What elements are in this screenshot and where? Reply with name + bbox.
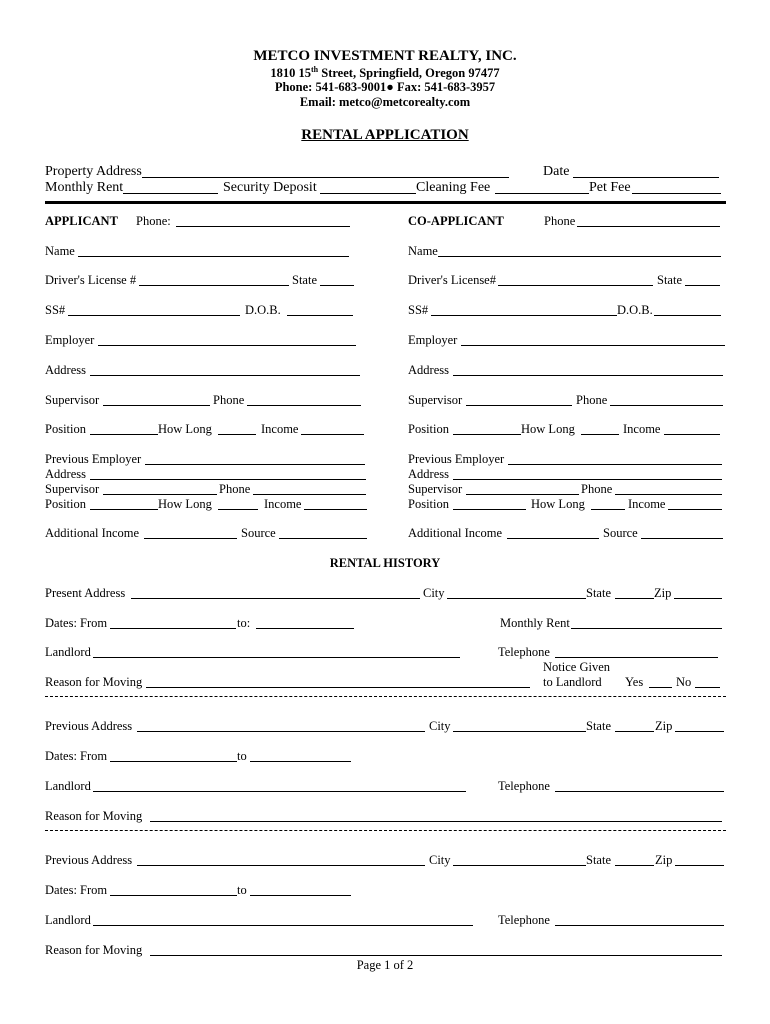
cleaning-fee-field[interactable]	[495, 193, 589, 194]
applicant-address-field[interactable]	[90, 375, 360, 376]
coapplicant-heading: CO-APPLICANT	[408, 214, 504, 228]
coapplicant-phone-label: Phone	[544, 214, 576, 228]
applicant-prev-phone-label: Phone	[219, 482, 251, 496]
applicant-name-field[interactable]	[78, 256, 349, 257]
applicant-addl-income-field[interactable]	[144, 538, 237, 539]
coapplicant-howlong-label: How Long	[521, 422, 575, 436]
coapplicant-address-field[interactable]	[453, 375, 723, 376]
previous2-state-label: State	[586, 853, 611, 867]
coapplicant-state-label: State	[657, 273, 682, 287]
coapplicant-sup-phone-label: Phone	[576, 393, 608, 407]
previous2-address-label: Previous Address	[45, 853, 133, 867]
previous2-reason-field[interactable]	[150, 955, 722, 956]
applicant-address-label: Address	[45, 363, 86, 377]
coapplicant-sup-phone-field[interactable]	[610, 405, 723, 406]
cleaning-fee-label: Cleaning Fee	[416, 180, 491, 195]
coapplicant-prev-income-label: Income	[628, 497, 666, 511]
applicant-prev-address-label: Address	[45, 467, 86, 481]
coapplicant-prev-howlong-label: How Long	[531, 497, 585, 511]
previous1-address-label: Previous Address	[45, 719, 133, 733]
coapplicant-prev-supervisor-field[interactable]	[466, 494, 579, 495]
applicant-phone-field[interactable]	[176, 226, 350, 227]
applicant-ss-label: SS#	[45, 303, 66, 317]
page-number: Page 1 of 2	[356, 958, 414, 972]
applicant-license-label: Driver's License #	[45, 273, 137, 287]
coapplicant-addl-income-label: Additional Income	[408, 526, 503, 540]
applicant-position-label: Position	[45, 422, 86, 436]
applicant-prev-position-field[interactable]	[90, 509, 158, 510]
present-zip-field[interactable]	[674, 598, 722, 599]
coapplicant-license-field[interactable]	[498, 285, 653, 286]
previous1-reason-field[interactable]	[150, 821, 722, 822]
previous1-dates-from-label: Dates: From	[45, 749, 108, 763]
security-deposit-field[interactable]	[320, 193, 416, 194]
applicant-income-field[interactable]	[301, 434, 364, 435]
section-divider	[45, 201, 726, 204]
present-reason-field[interactable]	[146, 687, 530, 688]
coapplicant-dob-label: D.O.B.	[617, 303, 653, 317]
coapplicant-supervisor-field[interactable]	[466, 405, 572, 406]
present-landlord-field[interactable]	[93, 657, 460, 658]
previous2-state-field[interactable]	[615, 865, 654, 866]
present-landlord-label: Landlord	[45, 645, 91, 659]
previous2-dates-to-label: to	[237, 883, 247, 897]
coapplicant-source-label: Source	[603, 526, 638, 540]
present-zip-label: Zip	[654, 586, 672, 600]
previous2-telephone-field[interactable]	[555, 925, 724, 926]
company-email: Email: metco@metcorealty.com	[299, 95, 471, 109]
notice-no-field[interactable]	[695, 687, 720, 688]
coapplicant-prev-phone-field[interactable]	[615, 494, 722, 495]
previous2-zip-label: Zip	[655, 853, 673, 867]
applicant-dob-field[interactable]	[287, 315, 353, 316]
previous1-reason-label: Reason for Moving	[45, 809, 143, 823]
coapplicant-prev-position-field[interactable]	[453, 509, 526, 510]
coapplicant-income-label: Income	[623, 422, 661, 436]
present-address-field[interactable]	[131, 598, 420, 599]
notice-yes-field[interactable]	[649, 687, 672, 688]
previous2-city-field[interactable]	[453, 865, 586, 866]
applicant-prev-supervisor-field[interactable]	[103, 494, 217, 495]
present-state-field[interactable]	[615, 598, 654, 599]
coapplicant-source-field[interactable]	[641, 538, 723, 539]
present-telephone-field[interactable]	[555, 657, 718, 658]
previous2-city-label: City	[429, 853, 451, 867]
coapplicant-name-field[interactable]	[438, 256, 721, 257]
rental-history-heading: RENTAL HISTORY	[329, 556, 441, 570]
coapplicant-prev-position-label: Position	[408, 497, 449, 511]
applicant-prev-employer-field[interactable]	[145, 464, 365, 465]
coapplicant-license-label: Driver's License#	[408, 273, 496, 287]
present-monthly-rent-label: Monthly Rent	[500, 616, 570, 630]
coapplicant-address-label: Address	[408, 363, 449, 377]
coapplicant-prev-income-field[interactable]	[668, 509, 722, 510]
company-phone-fax: Phone: 541-683-9001● Fax: 541-683-3957	[274, 80, 496, 94]
previous2-dates-from-field[interactable]	[110, 895, 237, 896]
property-address-field[interactable]	[142, 177, 509, 178]
applicant-howlong-label: How Long	[158, 422, 212, 436]
dashed-divider	[45, 830, 726, 831]
coapplicant-prev-address-field[interactable]	[453, 479, 722, 480]
pet-fee-label: Pet Fee	[589, 180, 631, 195]
previous2-dates-to-field[interactable]	[250, 895, 351, 896]
applicant-prev-howlong-label: How Long	[158, 497, 212, 511]
previous1-state-field[interactable]	[615, 731, 654, 732]
coapplicant-position-label: Position	[408, 422, 449, 436]
form-title: RENTAL APPLICATION	[301, 127, 469, 143]
previous1-address-field[interactable]	[137, 731, 425, 732]
applicant-employer-label: Employer	[45, 333, 95, 347]
date-field[interactable]	[573, 177, 719, 178]
previous2-reason-label: Reason for Moving	[45, 943, 143, 957]
present-city-label: City	[423, 586, 445, 600]
coapplicant-prev-address-label: Address	[408, 467, 449, 481]
applicant-sup-phone-field[interactable]	[247, 405, 361, 406]
previous1-landlord-label: Landlord	[45, 779, 91, 793]
coapplicant-prev-employer-label: Previous Employer	[408, 452, 505, 466]
previous1-telephone-label: Telephone	[498, 779, 550, 793]
coapplicant-employer-field[interactable]	[461, 345, 725, 346]
coapplicant-income-field[interactable]	[664, 434, 720, 435]
date-label: Date	[543, 164, 570, 179]
previous2-landlord-label: Landlord	[45, 913, 91, 927]
coapplicant-name-label: Name	[408, 244, 438, 258]
coapplicant-state-field[interactable]	[685, 285, 720, 286]
dashed-divider	[45, 696, 726, 697]
previous1-landlord-field[interactable]	[93, 791, 466, 792]
applicant-name-label: Name	[45, 244, 75, 258]
notice-given-label: Notice Given	[543, 660, 610, 674]
company-address: 1810 15th Street, Springfield, Oregon 97477	[270, 64, 500, 80]
coapplicant-dob-field[interactable]	[654, 315, 721, 316]
applicant-employer-field[interactable]	[98, 345, 356, 346]
applicant-state-label: State	[292, 273, 317, 287]
coapplicant-prev-employer-field[interactable]	[508, 464, 722, 465]
applicant-position-field[interactable]	[90, 434, 158, 435]
applicant-prev-supervisor-label: Supervisor	[45, 482, 100, 496]
applicant-income-label: Income	[261, 422, 299, 436]
company-name: METCO INVESTMENT REALTY, INC.	[253, 48, 517, 64]
applicant-prev-income-field[interactable]	[304, 509, 367, 510]
previous1-city-field[interactable]	[453, 731, 586, 732]
applicant-dob-label: D.O.B.	[245, 303, 281, 317]
monthly-rent-label: Monthly Rent	[45, 180, 124, 195]
applicant-heading: APPLICANT	[45, 214, 118, 228]
present-address-label: Present Address	[45, 586, 126, 600]
present-city-field[interactable]	[447, 598, 586, 599]
applicant-prev-income-label: Income	[264, 497, 302, 511]
pet-fee-field[interactable]	[632, 193, 721, 194]
applicant-ss-field[interactable]	[68, 315, 240, 316]
previous2-telephone-label: Telephone	[498, 913, 550, 927]
applicant-howlong-field[interactable]	[218, 434, 256, 435]
notice-no-label: No	[676, 675, 692, 689]
present-dates-to-label: to:	[237, 616, 251, 630]
coapplicant-phone-field[interactable]	[577, 226, 720, 227]
applicant-prev-employer-label: Previous Employer	[45, 452, 142, 466]
present-state-label: State	[586, 586, 611, 600]
applicant-supervisor-label: Supervisor	[45, 393, 100, 407]
present-telephone-label: Telephone	[498, 645, 550, 659]
applicant-source-label: Source	[241, 526, 276, 540]
applicant-supervisor-field[interactable]	[103, 405, 210, 406]
coapplicant-prev-supervisor-label: Supervisor	[408, 482, 463, 496]
notice-yes-label: Yes	[625, 675, 644, 689]
applicant-state-field[interactable]	[320, 285, 354, 286]
previous1-state-label: State	[586, 719, 611, 733]
previous1-zip-field[interactable]	[675, 731, 724, 732]
previous1-dates-from-field[interactable]	[110, 761, 237, 762]
coapplicant-employer-label: Employer	[408, 333, 458, 347]
monthly-rent-field[interactable]	[123, 193, 218, 194]
present-dates-from-label: Dates: From	[45, 616, 108, 630]
present-reason-label: Reason for Moving	[45, 675, 143, 689]
previous2-zip-field[interactable]	[675, 865, 724, 866]
applicant-source-field[interactable]	[279, 538, 367, 539]
applicant-license-field[interactable]	[139, 285, 289, 286]
applicant-prev-howlong-field[interactable]	[218, 509, 258, 510]
applicant-phone-label: Phone:	[136, 214, 171, 228]
coapplicant-prev-howlong-field[interactable]	[591, 509, 625, 510]
coapplicant-howlong-field[interactable]	[581, 434, 619, 435]
previous1-dates-to-label: to	[237, 749, 247, 763]
previous1-zip-label: Zip	[655, 719, 673, 733]
present-dates-to-field[interactable]	[256, 628, 354, 629]
applicant-prev-position-label: Position	[45, 497, 86, 511]
coapplicant-ss-field[interactable]	[431, 315, 617, 316]
applicant-sup-phone-label: Phone	[213, 393, 245, 407]
applicant-prev-phone-field[interactable]	[253, 494, 366, 495]
coapplicant-position-field[interactable]	[453, 434, 521, 435]
coapplicant-addl-income-field[interactable]	[507, 538, 599, 539]
security-deposit-label: Security Deposit	[223, 180, 317, 195]
to-landlord-label: to Landlord	[543, 675, 602, 689]
present-dates-from-field[interactable]	[110, 628, 236, 629]
previous2-dates-from-label: Dates: From	[45, 883, 108, 897]
coapplicant-prev-phone-label: Phone	[581, 482, 613, 496]
applicant-addl-income-label: Additional Income	[45, 526, 140, 540]
previous2-landlord-field[interactable]	[93, 925, 473, 926]
applicant-prev-address-field[interactable]	[90, 479, 366, 480]
previous1-city-label: City	[429, 719, 451, 733]
coapplicant-ss-label: SS#	[408, 303, 429, 317]
previous1-telephone-field[interactable]	[555, 791, 724, 792]
present-monthly-rent-field[interactable]	[571, 628, 722, 629]
previous2-address-field[interactable]	[137, 865, 425, 866]
coapplicant-supervisor-label: Supervisor	[408, 393, 463, 407]
property-address-label: Property Address	[45, 164, 142, 179]
previous1-dates-to-field[interactable]	[250, 761, 351, 762]
